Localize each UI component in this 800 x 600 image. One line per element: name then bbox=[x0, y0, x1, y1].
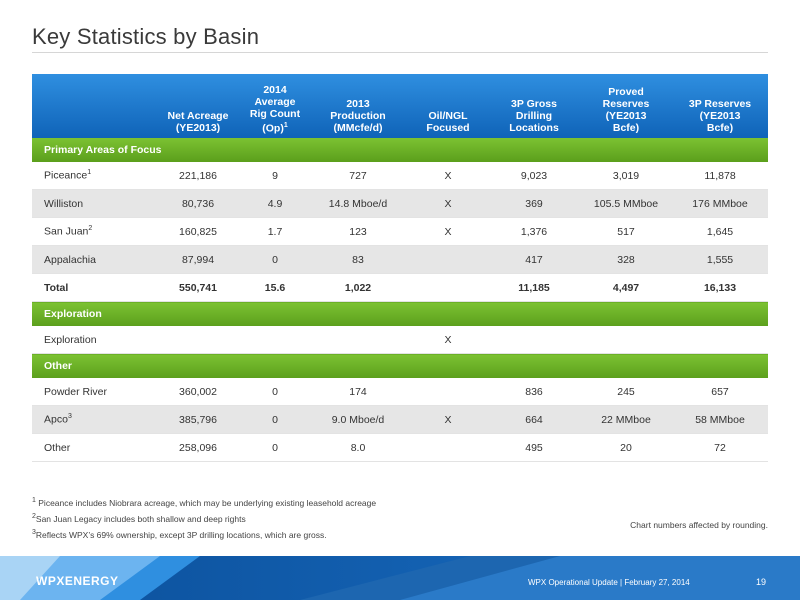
table-cell: 9,023 bbox=[488, 162, 580, 190]
basin-name: Powder River bbox=[32, 378, 154, 406]
table-cell: 0 bbox=[242, 406, 308, 434]
table-cell: 1,376 bbox=[488, 218, 580, 246]
basin-name: Total bbox=[32, 274, 154, 302]
section-label: Exploration bbox=[32, 302, 768, 327]
table-cell: 727 bbox=[308, 162, 408, 190]
table-cell bbox=[672, 326, 768, 354]
table-cell bbox=[408, 274, 488, 302]
table-cell: 20 bbox=[580, 434, 672, 462]
table-cell: 8.0 bbox=[308, 434, 408, 462]
table-cell: 11,185 bbox=[488, 274, 580, 302]
section-header-row bbox=[32, 302, 768, 327]
section-label: Primary Areas of Focus bbox=[32, 138, 768, 162]
table-row bbox=[32, 162, 768, 190]
table-cell: 495 bbox=[488, 434, 580, 462]
basin-name: Other bbox=[32, 434, 154, 462]
table-cell bbox=[308, 326, 408, 354]
table-row bbox=[32, 326, 768, 354]
table-cell: 664 bbox=[488, 406, 580, 434]
header-drilling-locations: 3P Gross Drilling Locations bbox=[488, 74, 580, 138]
table-cell: 369 bbox=[488, 190, 580, 218]
table-cell: X bbox=[408, 190, 488, 218]
table-cell: 360,002 bbox=[154, 378, 242, 406]
basin-name: San Juan$^2$ bbox=[32, 218, 154, 246]
section-header-row bbox=[32, 354, 768, 379]
table-cell: 0 bbox=[242, 434, 308, 462]
header-3p-reserves: 3P Reserves (YE2013 Bcfe) bbox=[672, 74, 768, 138]
table-cell bbox=[408, 378, 488, 406]
table-header-row bbox=[32, 74, 768, 138]
footer-caption: WPX Operational Update | February 27, 2014 bbox=[528, 578, 690, 587]
header-production: 2013 Production (MMcfe/d) bbox=[308, 74, 408, 138]
table-cell: 9.0 Mboe/d bbox=[308, 406, 408, 434]
table-cell bbox=[242, 326, 308, 354]
table-cell: 0 bbox=[242, 378, 308, 406]
table-cell bbox=[408, 246, 488, 274]
footnote-2: $^2$San Juan Legacy includes both shallow and deep rights bbox=[32, 512, 246, 524]
table-cell: 550,741 bbox=[154, 274, 242, 302]
table-cell: 80,736 bbox=[154, 190, 242, 218]
table-row bbox=[32, 218, 768, 246]
table-cell: 83 bbox=[308, 246, 408, 274]
table-cell: 221,186 bbox=[154, 162, 242, 190]
table-cell: 657 bbox=[672, 378, 768, 406]
header-oil-ngl: Oil/NGL Focused bbox=[408, 74, 488, 138]
header-proved-reserves: Proved Reserves (YE2013 Bcfe) bbox=[580, 74, 672, 138]
table-cell: 174 bbox=[308, 378, 408, 406]
table-cell: 1,645 bbox=[672, 218, 768, 246]
table-row bbox=[32, 246, 768, 274]
table-cell: 105.5 MMboe bbox=[580, 190, 672, 218]
footnote-3: $^3$Reflects WPX’s 69% ownership, except 3P drilling locations, which are gross. bbox=[32, 528, 327, 540]
table-cell: 16,133 bbox=[672, 274, 768, 302]
table-row bbox=[32, 434, 768, 462]
table-cell: 4.9 bbox=[242, 190, 308, 218]
table-cell: 3,019 bbox=[580, 162, 672, 190]
basin-name: Apco$^3$ bbox=[32, 406, 154, 434]
footnote-1: $^1$ Piceance includes Niobrara acreage, which may be underlying existing leasehold acreage bbox=[32, 497, 377, 508]
table-cell: X bbox=[408, 326, 488, 354]
table-cell: 4,497 bbox=[580, 274, 672, 302]
table-row bbox=[32, 190, 768, 218]
table-cell bbox=[580, 326, 672, 354]
table-cell: 22 MMboe bbox=[580, 406, 672, 434]
table-cell: 14.8 Mboe/d bbox=[308, 190, 408, 218]
basin-statistics-table bbox=[32, 74, 768, 462]
table-cell: 15.6 bbox=[242, 274, 308, 302]
header-net-acreage: Net Acreage (YE2013) bbox=[154, 74, 242, 138]
table-row bbox=[32, 274, 768, 302]
table-cell: 160,825 bbox=[154, 218, 242, 246]
footnotes bbox=[32, 494, 376, 541]
page-title: Key Statistics by Basin bbox=[32, 24, 260, 49]
table-cell: 1,022 bbox=[308, 274, 408, 302]
table-cell: X bbox=[408, 218, 488, 246]
table-cell: 0 bbox=[242, 246, 308, 274]
table-cell: 417 bbox=[488, 246, 580, 274]
basin-name: Piceance$^1$ bbox=[32, 162, 154, 190]
table-cell: 328 bbox=[580, 246, 672, 274]
table-cell: 517 bbox=[580, 218, 672, 246]
table-cell bbox=[488, 326, 580, 354]
section-label: Other bbox=[32, 354, 768, 379]
page-number: 19 bbox=[756, 577, 767, 587]
wpx-energy-logo: WPXENERGY bbox=[36, 574, 119, 588]
table-row bbox=[32, 378, 768, 406]
table-cell: 58 MMboe bbox=[672, 406, 768, 434]
header-rig-count: 2014 Average Rig Count $(Op)^1$ bbox=[242, 74, 308, 138]
basin-name: Appalachia bbox=[32, 246, 154, 274]
table-cell: 87,994 bbox=[154, 246, 242, 274]
header-basin bbox=[32, 74, 154, 138]
table-cell: 385,796 bbox=[154, 406, 242, 434]
title-divider bbox=[32, 52, 768, 53]
table-cell: 836 bbox=[488, 378, 580, 406]
basin-name: Williston bbox=[32, 190, 154, 218]
table-row bbox=[32, 406, 768, 434]
table-cell: X bbox=[408, 162, 488, 190]
table-cell: 176 MMboe bbox=[672, 190, 768, 218]
table-cell bbox=[408, 434, 488, 462]
table-cell: 123 bbox=[308, 218, 408, 246]
table-cell: X bbox=[408, 406, 488, 434]
basin-name: Exploration bbox=[32, 326, 154, 354]
table-cell: 11,878 bbox=[672, 162, 768, 190]
table-cell: 72 bbox=[672, 434, 768, 462]
table-cell bbox=[154, 326, 242, 354]
table-cell: 245 bbox=[580, 378, 672, 406]
table-cell: 9 bbox=[242, 162, 308, 190]
section-header-row bbox=[32, 138, 768, 162]
rounding-note: Chart numbers affected by rounding. bbox=[630, 520, 768, 530]
table-cell: 1,555 bbox=[672, 246, 768, 274]
table-cell: 258,096 bbox=[154, 434, 242, 462]
table-cell: 1.7 bbox=[242, 218, 308, 246]
